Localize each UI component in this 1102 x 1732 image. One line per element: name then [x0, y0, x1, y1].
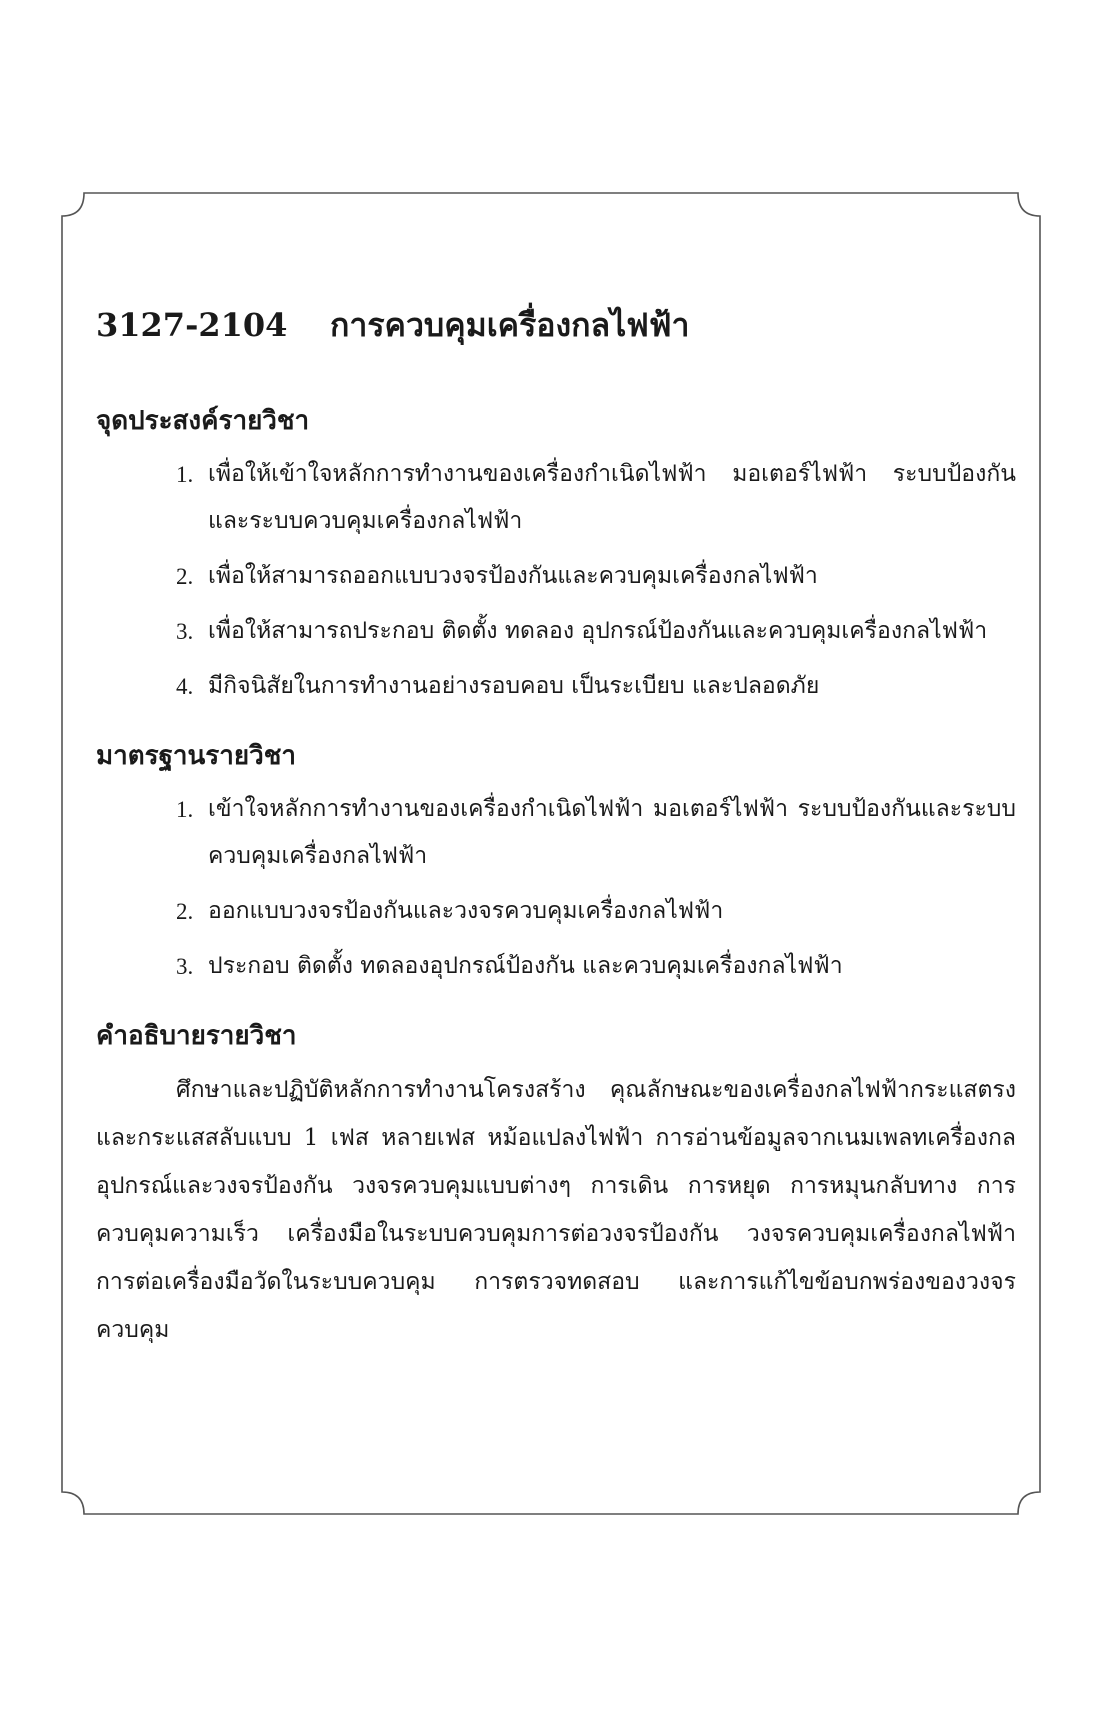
list-item — [176, 943, 1016, 990]
objectives-heading: จุดประสงค์รายวิชา — [96, 406, 310, 436]
standards-section — [96, 732, 1016, 990]
list-item — [176, 888, 1016, 935]
item-number: 1. — [176, 462, 194, 487]
description-section — [96, 1012, 1016, 1354]
course-code: 3127-2104 — [96, 306, 288, 344]
list-item — [176, 786, 1016, 880]
standards-heading: มาตรฐานรายวิชา — [96, 741, 296, 771]
list-item — [176, 663, 1016, 710]
item-text: มีกิจนิสัยในการทำงานอย่างรอบคอบ เป็นระเบียบ และปลอดภัย — [208, 673, 820, 699]
objectives-section — [96, 397, 1016, 710]
item-text: เพื่อให้สามารถประกอบ ติดตั้ง ทดลอง อุปกรณ์ป้องกันและควบคุมเครื่องกลไฟฟ้า — [208, 618, 988, 644]
item-text: ออกแบบวงจรป้องกันและวงจรควบคุมเครื่องกลไฟฟ้า — [208, 898, 724, 924]
list-item — [176, 553, 1016, 600]
item-text: เข้าใจหลักการทำงานของเครื่องกำเนิดไฟฟ้า มอเตอร์ไฟฟ้า ระบบป้องกันและระบบควบคุมเครื่องกลไฟฟ้า — [208, 796, 1016, 869]
item-number: 3. — [176, 619, 194, 644]
item-number: 4. — [176, 674, 194, 699]
item-number: 2. — [176, 564, 194, 589]
item-number: 3. — [176, 954, 194, 979]
description-text: ศึกษาและปฏิบัติหลักการทำงานโครงสร้าง คุณลักษณะของเครื่องกลไฟฟ้ากระแสตรงและกระแสสลับแบบ 1 เฟส หลายเฟส หม้อแปลงไฟฟ้า การอ่านข้อมูลจากเนมเพลทเครื่องกล อุปกรณ์และวงจรป้องกัน วงจรควบคุมแบบต่างๆ การเดิน การหยุด การหมุนกลับทาง การควบคุมความเร็ว เครื่องมือในระบบควบคุมการต่อวงจรป้องกัน วงจรควบคุมเครื่องกลไฟฟ้า การต่อเครื่องมือวัดในระบบควบคุม การตรวจทดสอบ และการแก้ไขข้อบกพร่องของวงจรควบคุม — [96, 1077, 1016, 1343]
course-title — [96, 300, 1016, 351]
item-number: 1. — [176, 797, 194, 822]
item-text: เพื่อให้เข้าใจหลักการทำงานของเครื่องกำเนิดไฟฟ้า มอเตอร์ไฟฟ้า ระบบป้องกันและระบบควบคุมเครื่องกลไฟฟ้า — [208, 461, 1016, 534]
course-name: การควบคุมเครื่องกลไฟฟ้า — [330, 306, 690, 344]
item-text: เพื่อให้สามารถออกแบบวงจรป้องกันและควบคุมเครื่องกลไฟฟ้า — [208, 563, 818, 589]
course-page — [96, 300, 1016, 1354]
item-number: 2. — [176, 899, 194, 924]
list-item — [176, 608, 1016, 655]
item-text: ประกอบ ติดตั้ง ทดลองอุปกรณ์ป้องกัน และควบคุมเครื่องกลไฟฟ้า — [208, 953, 843, 979]
objectives-list — [96, 451, 1016, 710]
list-item — [176, 451, 1016, 545]
description-heading: คำอธิบายรายวิชา — [96, 1021, 297, 1051]
standards-list — [96, 786, 1016, 990]
